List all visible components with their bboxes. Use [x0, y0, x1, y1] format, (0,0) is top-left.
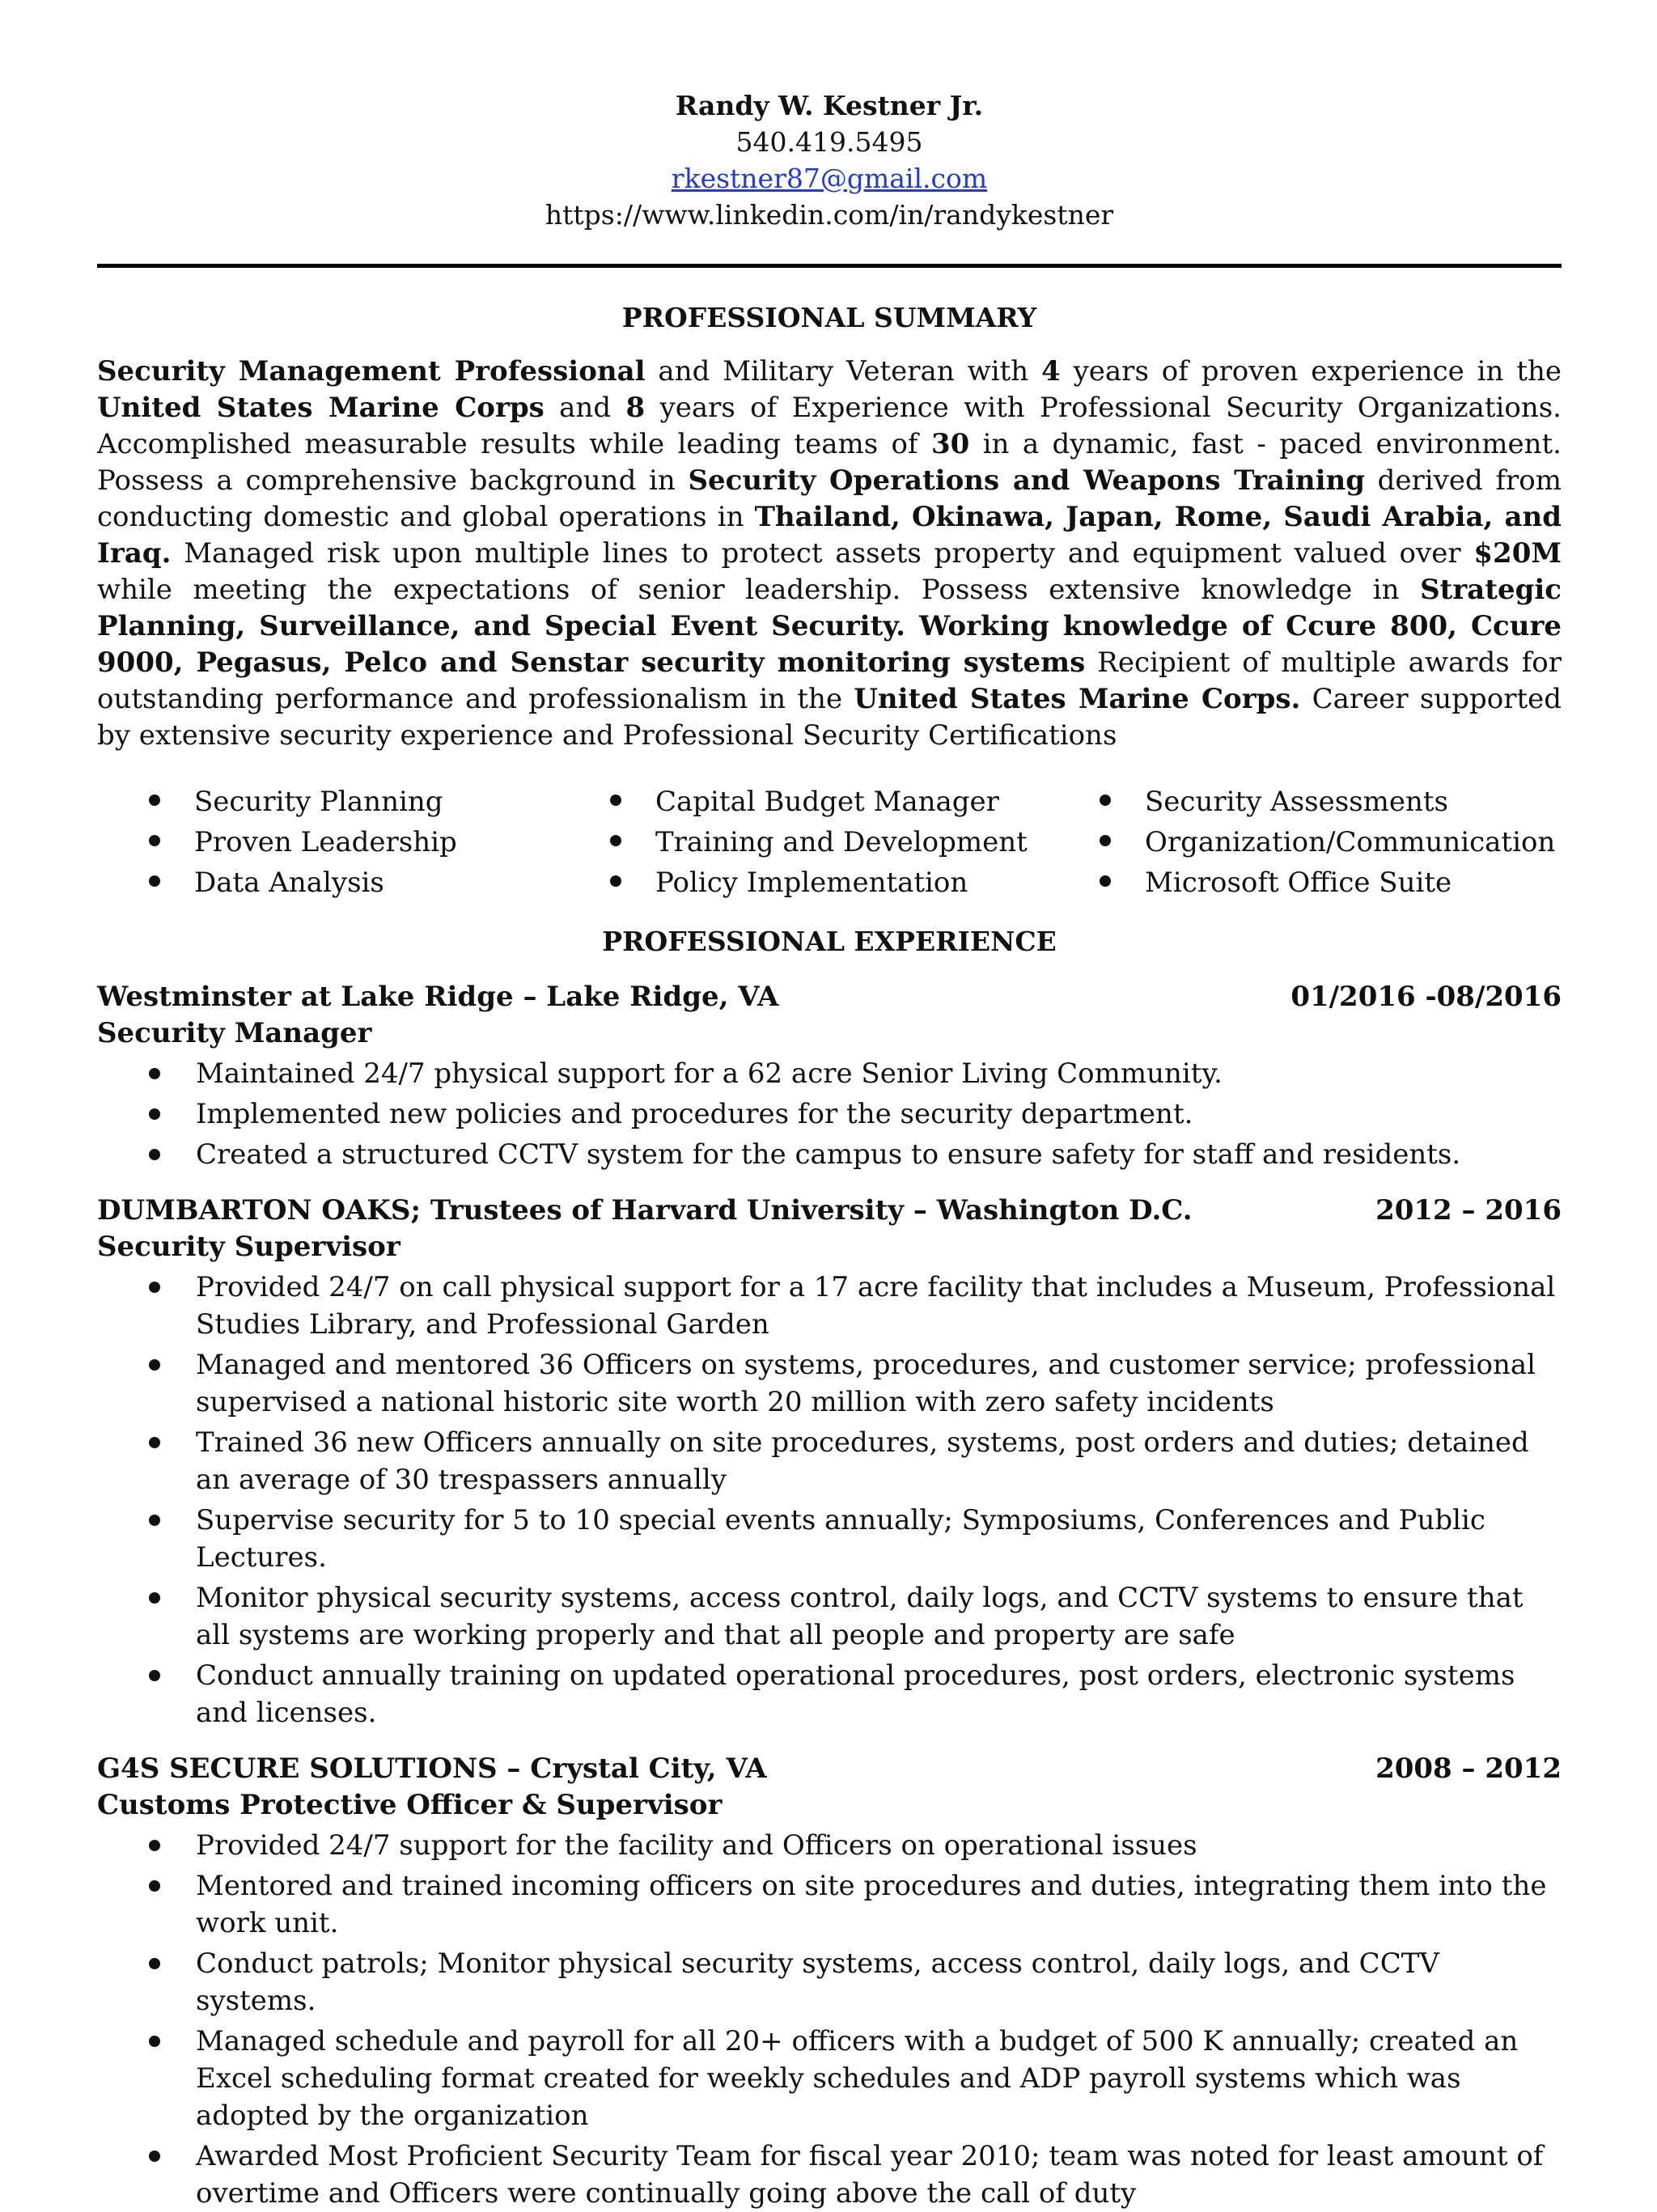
- duty-item: Monitor physical security systems, access control, daily logs, and CCTV systems to ensure that all systems are working properly and that all people and property are safe: [97, 1579, 1562, 1654]
- summary-segment: United States Marine Corps.: [854, 683, 1301, 715]
- bullet-icon: [1100, 795, 1111, 806]
- skill-item: Security Planning: [149, 782, 610, 822]
- summary-paragraph: [97, 354, 1562, 754]
- summary-segment: years of proven experience in the: [1060, 355, 1562, 388]
- job-header: [97, 979, 1562, 1015]
- job-entry: [97, 979, 1562, 1173]
- bullet-icon: [149, 1437, 160, 1448]
- job-header: [97, 1751, 1562, 1787]
- bullet-icon: [149, 1592, 160, 1604]
- summary-segment: $20M: [1473, 537, 1562, 570]
- summary-segment: 30: [930, 428, 970, 460]
- job-dates: 2008 – 2012: [1375, 1752, 1562, 1785]
- bullet-icon: [149, 1958, 160, 1969]
- summary-segment: derived from conducting domestic and global operations in: [97, 464, 1562, 533]
- summary-segment: and Military Veteran with: [645, 355, 1042, 388]
- bullet-icon: [149, 1108, 160, 1120]
- bullet-icon: [149, 875, 160, 887]
- summary-segment: Thailand, Okinawa, Japan, Rome, Saudi Arabia, and Iraq.: [97, 501, 1562, 570]
- bullet-icon: [149, 795, 160, 806]
- skills-list: [149, 782, 1562, 903]
- bullet-icon: [149, 1515, 160, 1526]
- duty-item: Conduct patrols; Monitor physical security systems, access control, daily logs, and CCTV systems.: [97, 1945, 1562, 2019]
- duty-item: Supervise security for 5 to 10 special events annually; Symposiums, Conferences and Public Lectures.: [97, 1502, 1562, 1576]
- job-entry: [97, 1193, 1562, 1731]
- linkedin-url: https://www.linkedin.com/in/randykestner: [545, 199, 1114, 231]
- skill-item: Capital Budget Manager: [610, 782, 1100, 822]
- experience-heading: PROFESSIONAL EXPERIENCE: [602, 926, 1057, 957]
- skill-item: Proven Leadership: [149, 822, 610, 862]
- job-dates: 2012 – 2016: [1375, 1194, 1562, 1227]
- summary-segment: Recipient of multiple awards for outstanding performance and professionalism in the: [97, 646, 1562, 715]
- bullet-icon: [149, 1359, 160, 1371]
- bullet-icon: [149, 1670, 160, 1681]
- duty-list: [97, 1055, 1562, 1173]
- bullet-icon: [149, 1068, 160, 1079]
- skill-item: Data Analysis: [149, 862, 610, 903]
- job-employer: DUMBARTON OAKS; Trustees of Harvard University – Washington D.C.: [97, 1194, 1193, 1227]
- job-role: Security Supervisor: [97, 1231, 400, 1263]
- duty-item: Created a structured CCTV system for the campus to ensure safety for staff and residents.: [97, 1136, 1562, 1173]
- duty-list: [97, 1269, 1562, 1731]
- skill-item: Training and Development: [610, 822, 1100, 862]
- summary-segment: Career supported by extensive security experience and Professional Security Certifications: [97, 683, 1562, 752]
- skill-item: Security Assessments: [1100, 782, 1553, 822]
- duty-item: Implemented new policies and procedures for the security department.: [97, 1095, 1562, 1133]
- header-divider: [97, 264, 1562, 268]
- bullet-icon: [149, 2036, 160, 2047]
- job-header: [97, 1193, 1562, 1229]
- duty-item: Managed schedule and payroll for all 20+ officers with a budget of 500 K annually; created an Excel scheduling format created for weekly schedules and ADP payroll systems which was adopted by the organization: [97, 2023, 1562, 2134]
- summary-segment: Managed risk upon multiple lines to protect assets property and equipment valued over: [171, 537, 1474, 570]
- job-entry: [97, 1751, 1562, 2212]
- summary-segment: 8: [625, 392, 646, 424]
- job-role: Customs Protective Officer & Supervisor: [97, 1789, 723, 1821]
- summary-segment: United States Marine Corps: [97, 392, 545, 424]
- job-employer: G4S SECURE SOLUTIONS – Crystal City, VA: [97, 1752, 767, 1785]
- contact-header: [97, 87, 1562, 233]
- bullet-icon: [610, 795, 621, 806]
- duty-item: Trained 36 new Officers annually on site procedures, systems, post orders and duties; detained an average of 30 trespassers annually: [97, 1424, 1562, 1498]
- duty-item: Managed and mentored 36 Officers on systems, procedures, and customer service; professional supervised a national historic site worth 20 million with zero safety incidents: [97, 1346, 1562, 1421]
- duty-item: Conduct annually training on updated operational procedures, post orders, electronic systems and licenses.: [97, 1657, 1562, 1731]
- job-role: Security Manager: [97, 1017, 372, 1049]
- phone-number: 540.419.5495: [735, 126, 923, 158]
- summary-segment: Security Operations and Weapons Training: [688, 464, 1365, 497]
- summary-segment: Strategic Planning, Surveillance, and Special Event Security. Working knowledge of Ccure 800, Ccure 9000, Pegasus, Pelco and Senstar security monitoring systems: [97, 574, 1562, 679]
- job-dates: 01/2016 -08/2016: [1290, 981, 1562, 1013]
- duty-list: [97, 1827, 1562, 2212]
- bullet-icon: [149, 1840, 160, 1851]
- skill-item: Organization/Communication: [1100, 822, 1553, 862]
- summary-segment: years of Experience with Professional Security Organizations. Accomplished measurable results while leading teams of: [97, 392, 1562, 460]
- bullet-icon: [149, 1880, 160, 1892]
- summary-heading: PROFESSIONAL SUMMARY: [621, 302, 1037, 333]
- duty-item: Mentored and trained incoming officers on site procedures and duties, integrating them into the work unit.: [97, 1867, 1562, 1942]
- job-employer: Westminster at Lake Ridge – Lake Ridge, VA: [97, 981, 779, 1013]
- bullet-icon: [1100, 835, 1111, 846]
- duty-item: Awarded Most Proficient Security Team for fiscal year 2010; team was noted for least amount of overtime and Officers were continually going above the call of duty: [97, 2138, 1562, 2212]
- bullet-icon: [149, 1149, 160, 1160]
- summary-segment: Security Management Professional: [97, 355, 646, 388]
- duty-item: Maintained 24/7 physical support for a 62 acre Senior Living Community.: [97, 1055, 1562, 1092]
- skill-item: Policy Implementation: [610, 862, 1100, 903]
- bullet-icon: [149, 2151, 160, 2162]
- summary-segment: in a dynamic, fast - paced environment. Possess a comprehensive background in: [97, 428, 1562, 497]
- bullet-icon: [149, 1282, 160, 1293]
- bullet-icon: [1100, 875, 1111, 887]
- duty-item: Provided 24/7 support for the facility and Officers on operational issues: [97, 1827, 1562, 1864]
- summary-segment: 4: [1041, 355, 1061, 388]
- summary-segment: while meeting the expectations of senior leadership. Possess extensive knowledge in: [97, 574, 1421, 606]
- bullet-icon: [610, 875, 621, 887]
- duty-item: Provided 24/7 on call physical support for a 17 acre facility that includes a Museum, Professional Studies Library, and Professional Garden: [97, 1269, 1562, 1343]
- skill-item: Microsoft Office Suite: [1100, 862, 1553, 903]
- candidate-name: Randy W. Kestner Jr.: [675, 90, 984, 121]
- bullet-icon: [149, 835, 160, 846]
- bullet-icon: [610, 835, 621, 846]
- email-link[interactable]: rkestner87@gmail.com: [671, 163, 988, 194]
- summary-segment: and: [544, 392, 626, 424]
